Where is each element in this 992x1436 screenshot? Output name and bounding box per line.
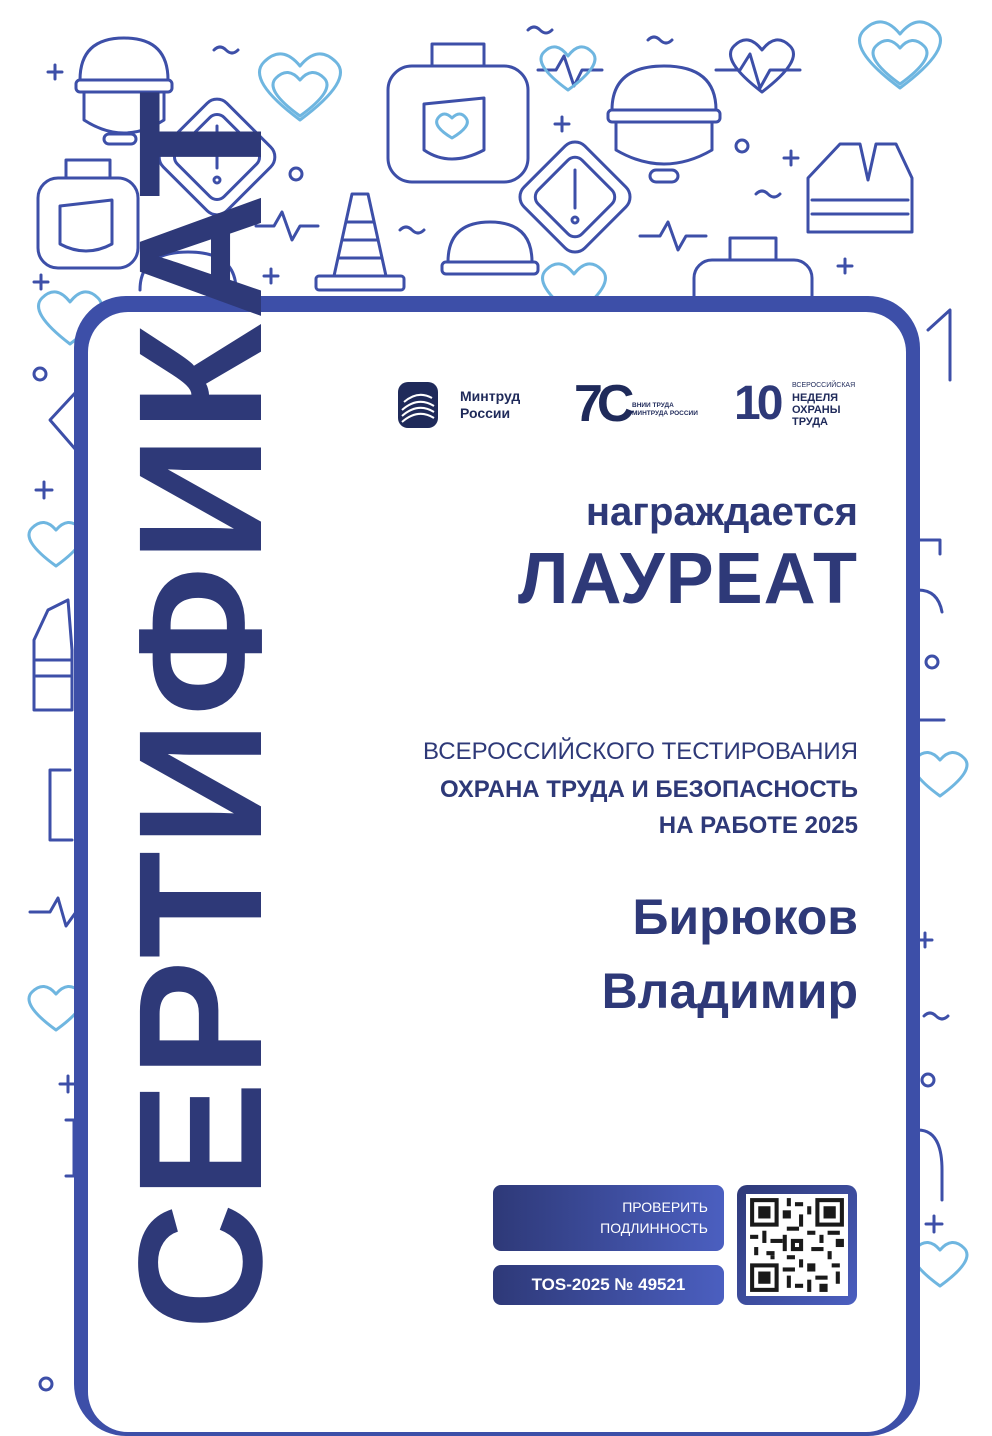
safety-week-logo bbox=[734, 378, 874, 434]
mintrud-name-line2: России bbox=[460, 405, 511, 421]
safety-vest-icon bbox=[808, 144, 912, 232]
test-title-line1: ВСЕРОССИЙСКОГО ТЕСТИРОВАНИЯ bbox=[423, 738, 858, 765]
safety-week-subtitle: ВСЕРОССИЙСКАЯ bbox=[792, 382, 856, 389]
awarded-label: награждается bbox=[585, 490, 858, 534]
traffic-cone-icon bbox=[316, 194, 404, 290]
safety-week-line3: ТРУДА bbox=[792, 416, 828, 428]
certificate-number: TOS-2025 № 49521 bbox=[493, 1265, 724, 1305]
certificate-title: СЕРТИФИКАТ bbox=[103, 86, 299, 1330]
qr-code[interactable] bbox=[737, 1185, 857, 1305]
safety-vest-icon bbox=[34, 600, 72, 710]
mintrud-emblem-icon bbox=[396, 380, 440, 430]
test-title-line3: НА РАБОТЕ 2025 bbox=[658, 812, 858, 839]
heartbeat-icon bbox=[538, 47, 602, 90]
mintrud-name-line1: Минтруд bbox=[460, 388, 521, 404]
partner-logos bbox=[396, 375, 866, 438]
vnii-name-line2: МИНТРУДА РОССИИ bbox=[632, 410, 698, 417]
vnii-name-line1: ВНИИ ТРУДА bbox=[632, 402, 674, 409]
mintrud-logo bbox=[396, 378, 546, 434]
verify-label-line1: ПРОВЕРИТЬ bbox=[622, 1199, 708, 1215]
heartbeat-icon bbox=[716, 40, 800, 92]
safety-week-number: 10 bbox=[734, 377, 780, 430]
verify-label-line2: ПОДЛИННОСТЬ bbox=[600, 1220, 708, 1236]
vnii-logo bbox=[574, 375, 704, 434]
warning-sign-icon bbox=[514, 136, 636, 258]
qr-code-icon bbox=[746, 1194, 848, 1296]
hard-hat-icon bbox=[442, 222, 538, 274]
heart-icon bbox=[860, 22, 941, 88]
award-status: ЛАУРЕАТ bbox=[518, 539, 858, 619]
verify-authenticity-button[interactable] bbox=[493, 1185, 724, 1251]
hard-hat-icon bbox=[608, 66, 720, 182]
recipient-surname: Бирюков bbox=[632, 889, 858, 945]
test-title-line2: ОХРАНА ТРУДА И БЕЗОПАСНОСТЬ bbox=[439, 776, 858, 803]
vnii-anniversary-number: 7С bbox=[574, 375, 629, 433]
first-aid-kit-icon bbox=[388, 44, 528, 182]
safety-week-line2: ОХРАНЫ bbox=[792, 404, 841, 416]
safety-week-line1: НЕДЕЛЯ bbox=[792, 392, 839, 404]
recipient-first-name: Владимир bbox=[601, 963, 858, 1019]
